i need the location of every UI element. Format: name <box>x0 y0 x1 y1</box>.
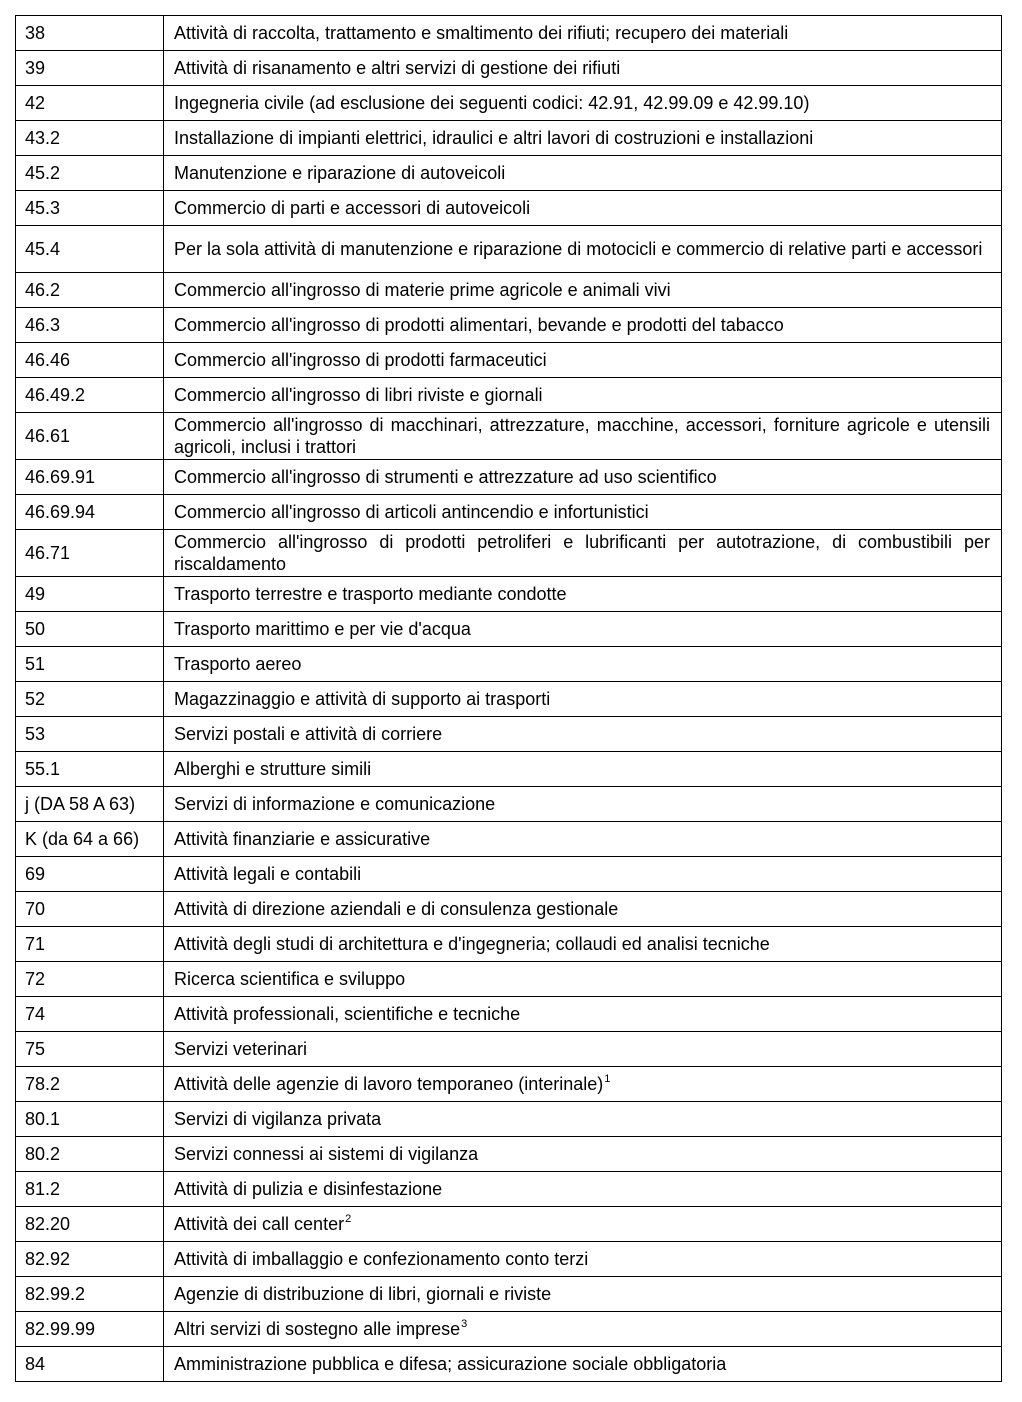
activity-code-cell: 72 <box>16 962 164 997</box>
activity-description-text: Altri servizi di sostegno alle imprese <box>174 1318 461 1339</box>
table-row <box>16 822 1002 857</box>
activity-description-text: Commercio all'ingrosso di strumenti e attrezzature ad uso scientifico <box>174 466 717 487</box>
activity-code-cell: 46.3 <box>16 308 164 343</box>
activity-code-cell: 78.2 <box>16 1067 164 1102</box>
activity-description-text: Attività delle agenzie di lavoro temporaneo (interinale) <box>174 1073 604 1094</box>
table-row <box>16 927 1002 962</box>
activity-description-text: Per la sola attività di manutenzione e riparazione di motocicli e commercio di relative parti e accessori <box>174 239 983 259</box>
activity-description-cell <box>164 51 1002 86</box>
table-row <box>16 1312 1002 1347</box>
activity-description-text: Attività di direzione aziendali e di consulenza gestionale <box>174 898 619 919</box>
activity-description-text: Amministrazione pubblica e difesa; assicurazione sociale obbligatoria <box>174 1353 727 1374</box>
activity-description-text: Ricerca scientifica e sviluppo <box>174 968 406 989</box>
activity-description-cell <box>164 1207 1002 1242</box>
activity-description-cell <box>164 378 1002 413</box>
activity-description-cell <box>164 717 1002 752</box>
table-row <box>16 962 1002 997</box>
activity-description-cell <box>164 787 1002 822</box>
activity-code-cell: 84 <box>16 1347 164 1382</box>
activity-description-text: Commercio all'ingrosso di prodotti alimentari, bevande e prodotti del tabacco <box>174 314 784 335</box>
activity-description-text: Servizi di vigilanza privata <box>174 1108 382 1129</box>
table-row <box>16 413 1002 460</box>
table-row <box>16 1067 1002 1102</box>
activity-codes-table <box>15 15 1002 1382</box>
table-row <box>16 752 1002 787</box>
activity-description-cell <box>164 121 1002 156</box>
activity-code-cell: 46.61 <box>16 413 164 460</box>
activity-description-text: Attività dei call center <box>174 1213 345 1234</box>
activity-code-cell: 55.1 <box>16 752 164 787</box>
activity-description-cell <box>164 308 1002 343</box>
table-row <box>16 997 1002 1032</box>
activity-description-text: Attività legali e contabili <box>174 863 362 884</box>
table-row <box>16 495 1002 530</box>
table-row <box>16 191 1002 226</box>
activity-description-text: Trasporto marittimo e per vie d'acqua <box>174 618 471 639</box>
activity-description-cell <box>164 892 1002 927</box>
activity-description-cell <box>164 1067 1002 1102</box>
table-row <box>16 460 1002 495</box>
activity-description-text: Commercio all'ingrosso di macchinari, attrezzature, macchine, accessori, forniture agricole e utensili agricoli, inclusi i trattori <box>174 415 990 457</box>
activity-description-text: Attività finanziarie e assicurative <box>174 828 431 849</box>
activity-code-cell: 82.20 <box>16 1207 164 1242</box>
activity-description-cell <box>164 156 1002 191</box>
activity-description-text: Ingegneria civile (ad esclusione dei seguenti codici: 42.91, 42.99.09 e 42.99.10) <box>174 92 810 113</box>
table-row <box>16 378 1002 413</box>
activity-description-cell <box>164 997 1002 1032</box>
activity-code-cell: 53 <box>16 717 164 752</box>
activity-description-cell <box>164 1172 1002 1207</box>
activity-description-cell <box>164 495 1002 530</box>
activity-description-text: Servizi postali e attività di corriere <box>174 723 443 744</box>
activity-description-cell <box>164 927 1002 962</box>
activity-description-cell <box>164 752 1002 787</box>
activity-description-cell <box>164 1347 1002 1382</box>
table-row <box>16 1277 1002 1312</box>
activity-code-cell: 52 <box>16 682 164 717</box>
activity-description-cell <box>164 1032 1002 1067</box>
table-row <box>16 308 1002 343</box>
activity-code-cell: K (da 64 a 66) <box>16 822 164 857</box>
activity-code-cell: 82.99.99 <box>16 1312 164 1347</box>
table-row <box>16 530 1002 577</box>
activity-description-cell <box>164 226 1002 273</box>
footnote-marker: 3 <box>461 1317 468 1330</box>
activity-description-cell <box>164 1312 1002 1347</box>
activity-code-cell: 75 <box>16 1032 164 1067</box>
activity-description-cell <box>164 1242 1002 1277</box>
activity-description-cell <box>164 343 1002 378</box>
activity-description-text: Servizi connessi ai sistemi di vigilanza <box>174 1143 479 1164</box>
activity-description-text: Attività degli studi di architettura e d'ingegneria; collaudi ed analisi tecniche <box>174 933 770 954</box>
activity-description-cell <box>164 857 1002 892</box>
activity-description-text: Magazzinaggio e attività di supporto ai trasporti <box>174 688 551 709</box>
activity-description-cell <box>164 962 1002 997</box>
activity-description-text: Commercio all'ingrosso di prodotti petroliferi e lubrificanti per autotrazione, di combustibili per riscaldamento <box>174 532 990 574</box>
activity-description-text: Attività di raccolta, trattamento e smaltimento dei rifiuti; recupero dei materiali <box>174 22 789 43</box>
activity-code-cell: 74 <box>16 997 164 1032</box>
activity-code-cell: 82.99.2 <box>16 1277 164 1312</box>
activity-code-cell: 39 <box>16 51 164 86</box>
activity-code-cell: 46.46 <box>16 343 164 378</box>
activity-code-cell: 71 <box>16 927 164 962</box>
table-row <box>16 343 1002 378</box>
activity-description-cell <box>164 682 1002 717</box>
activity-description-text: Servizi di informazione e comunicazione <box>174 793 496 814</box>
activity-description-text: Alberghi e strutture simili <box>174 758 372 779</box>
table-row <box>16 577 1002 612</box>
activity-code-cell: 46.69.91 <box>16 460 164 495</box>
table-row <box>16 273 1002 308</box>
table-row <box>16 16 1002 51</box>
table-row <box>16 51 1002 86</box>
activity-description-cell <box>164 460 1002 495</box>
activity-description-text: Commercio all'ingrosso di prodotti farmaceutici <box>174 349 547 370</box>
activity-code-cell: 45.3 <box>16 191 164 226</box>
activity-code-cell: 51 <box>16 647 164 682</box>
table-row <box>16 226 1002 273</box>
table-row <box>16 86 1002 121</box>
activity-code-cell: 43.2 <box>16 121 164 156</box>
activity-code-cell: 81.2 <box>16 1172 164 1207</box>
activity-description-text: Commercio all'ingrosso di materie prime agricole e animali vivi <box>174 279 671 300</box>
table-row <box>16 156 1002 191</box>
activity-code-cell: 42 <box>16 86 164 121</box>
activity-code-cell: 46.2 <box>16 273 164 308</box>
activity-description-text: Manutenzione e riparazione di autoveicoli <box>174 162 506 183</box>
activity-description-cell <box>164 273 1002 308</box>
activity-code-cell: 38 <box>16 16 164 51</box>
activity-code-cell: 45.4 <box>16 226 164 273</box>
activity-description-text: Attività di pulizia e disinfestazione <box>174 1178 443 1199</box>
table-row <box>16 647 1002 682</box>
activity-description-text: Attività di imballaggio e confezionamento conto terzi <box>174 1248 589 1269</box>
footnote-marker: 1 <box>604 1072 611 1085</box>
activity-code-cell: 80.2 <box>16 1137 164 1172</box>
activity-description-cell <box>164 16 1002 51</box>
activity-code-cell: 49 <box>16 577 164 612</box>
table-row <box>16 612 1002 647</box>
table-row <box>16 857 1002 892</box>
activity-codes-body <box>16 16 1002 1382</box>
activity-description-text: Trasporto terrestre e trasporto mediante condotte <box>174 583 567 604</box>
activity-description-cell <box>164 86 1002 121</box>
activity-description-cell <box>164 1277 1002 1312</box>
table-row <box>16 121 1002 156</box>
table-row <box>16 1032 1002 1067</box>
activity-description-cell <box>164 191 1002 226</box>
table-row <box>16 1172 1002 1207</box>
footnote-marker: 2 <box>345 1212 352 1225</box>
table-row <box>16 1347 1002 1382</box>
activity-description-cell <box>164 1102 1002 1137</box>
table-row <box>16 1207 1002 1242</box>
activity-description-text: Agenzie di distribuzione di libri, giornali e riviste <box>174 1283 552 1304</box>
activity-description-text: Installazione di impianti elettrici, idraulici e altri lavori di costruzioni e installazioni <box>174 127 814 148</box>
activity-description-text: Attività professionali, scientifiche e tecniche <box>174 1003 521 1024</box>
activity-code-cell: 46.49.2 <box>16 378 164 413</box>
table-row <box>16 717 1002 752</box>
activity-description-text: Commercio all'ingrosso di libri riviste e giornali <box>174 384 543 405</box>
table-row <box>16 1102 1002 1137</box>
activity-code-cell: 82.92 <box>16 1242 164 1277</box>
activity-code-cell: 46.71 <box>16 530 164 577</box>
activity-description-cell <box>164 413 1002 460</box>
activity-description-cell <box>164 647 1002 682</box>
activity-description-text: Servizi veterinari <box>174 1038 308 1059</box>
activity-description-text: Commercio all'ingrosso di articoli antincendio e infortunistici <box>174 501 649 522</box>
activity-description-cell <box>164 612 1002 647</box>
activity-code-cell: 46.69.94 <box>16 495 164 530</box>
activity-code-cell: j (DA 58 A 63) <box>16 787 164 822</box>
activity-code-cell: 70 <box>16 892 164 927</box>
activity-description-text: Attività di risanamento e altri servizi di gestione dei rifiuti <box>174 57 621 78</box>
activity-code-cell: 69 <box>16 857 164 892</box>
activity-description-text: Commercio di parti e accessori di autoveicoli <box>174 197 531 218</box>
table-row <box>16 892 1002 927</box>
table-row <box>16 1242 1002 1277</box>
activity-description-cell <box>164 1137 1002 1172</box>
activity-description-cell <box>164 822 1002 857</box>
table-row <box>16 682 1002 717</box>
activity-code-cell: 50 <box>16 612 164 647</box>
activity-description-cell <box>164 530 1002 577</box>
table-row <box>16 1137 1002 1172</box>
table-row <box>16 787 1002 822</box>
activity-code-cell: 80.1 <box>16 1102 164 1137</box>
activity-code-cell: 45.2 <box>16 156 164 191</box>
activity-description-cell <box>164 577 1002 612</box>
activity-description-text: Trasporto aereo <box>174 653 302 674</box>
